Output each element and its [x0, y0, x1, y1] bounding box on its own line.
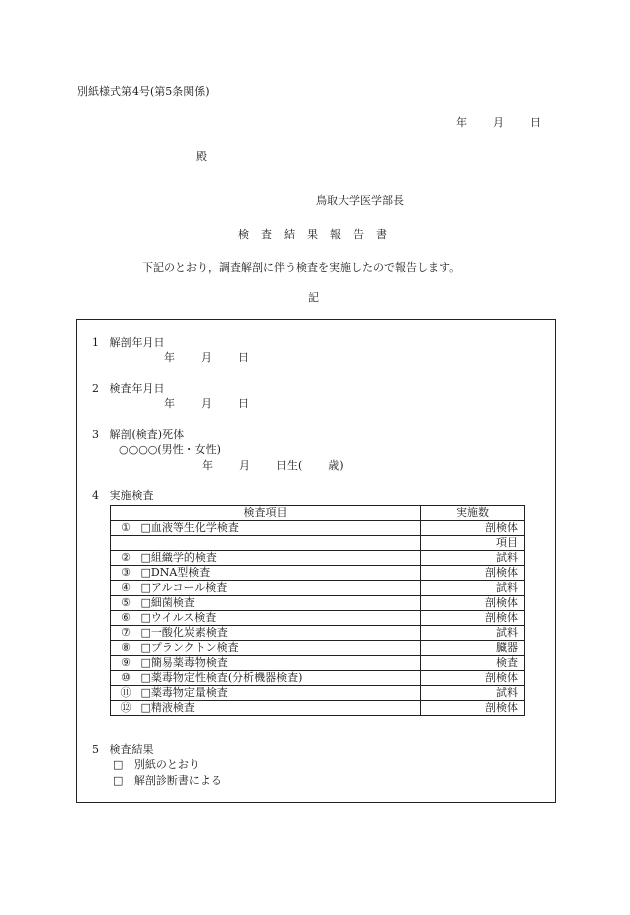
inspection-item-cell	[111, 521, 421, 536]
inspection-item-cell	[111, 641, 421, 656]
inspection-date	[164, 397, 249, 411]
inspection-item-number: ⑧	[121, 641, 131, 654]
section-1-heading	[92, 336, 165, 350]
table-row	[111, 641, 525, 656]
inspection-item-label[interactable]: □薬毒物定量検査	[140, 686, 228, 699]
table-row	[111, 686, 525, 701]
inspection-item-cell	[111, 701, 421, 716]
inspection-item-number: ⑦	[121, 626, 131, 639]
table-row	[111, 611, 525, 626]
inspection-count-cell[interactable]: 試料	[421, 626, 525, 641]
birth-date-age	[202, 459, 344, 473]
inspection-count-cell[interactable]: 臓器	[421, 641, 525, 656]
age: 歳)	[328, 459, 344, 472]
table-row	[111, 566, 525, 581]
document-title: 検査結果報告書	[238, 228, 399, 241]
inspection-count-cell[interactable]: 検査	[421, 656, 525, 671]
inspection-count-cell[interactable]: 項目	[421, 536, 525, 551]
ki-label: 記	[308, 291, 319, 304]
birth-year: 年	[202, 459, 213, 472]
inspection-item-label[interactable]: □一酸化炭素検査	[140, 626, 228, 639]
inspection-item-number: ③	[121, 566, 131, 579]
inspection-item-label[interactable]: □簡易薬毒物検査	[140, 656, 228, 669]
table-row	[111, 521, 525, 536]
inspection-table	[110, 505, 525, 716]
table-header-row	[111, 506, 525, 521]
inspection-item-cell	[111, 566, 421, 581]
intro-text: 下記のとおり，調査解剖に伴う検査を実施したので報告します。	[142, 261, 461, 274]
table-row	[111, 581, 525, 596]
section-3-number: 3	[92, 428, 99, 441]
section-4-heading	[92, 489, 154, 503]
result-option-diagnosis[interactable]	[113, 774, 222, 788]
birth-month: 月	[239, 459, 250, 472]
inspection-item-cell	[111, 626, 421, 641]
inspection-item-number: ⑫	[120, 701, 132, 714]
inspection-item-cell	[111, 581, 421, 596]
autopsy-date-month: 月	[201, 351, 212, 364]
section-1-label: 解剖年月日	[109, 336, 165, 349]
result-option-attached[interactable]	[113, 758, 200, 772]
checkbox-diagnosis[interactable]: □	[113, 774, 124, 787]
inspection-date-day: 日	[238, 397, 249, 410]
inspection-item-label[interactable]: □薬毒物定性検査(分析機器検査)	[140, 671, 303, 684]
section-4-label: 実施検査	[109, 489, 154, 502]
autopsy-date	[164, 351, 249, 365]
inspection-item-number: ①	[121, 521, 131, 534]
inspection-item-label[interactable]: □ウイルス検査	[140, 611, 217, 624]
inspection-item-number: ②	[121, 551, 131, 564]
inspection-item-cell	[111, 551, 421, 566]
option-diagnosis-label: 解剖診断書による	[133, 774, 222, 787]
table-row	[111, 701, 525, 716]
inspection-item-cell	[111, 656, 421, 671]
inspection-item-number: ⑤	[121, 596, 131, 609]
inspection-item-label[interactable]: □組織学的検査	[140, 551, 217, 564]
section-1-number: 1	[92, 336, 99, 349]
table-row	[111, 536, 525, 551]
inspection-count-cell[interactable]: 剖検体	[421, 521, 525, 536]
addressee-suffix: 殿	[196, 150, 207, 163]
report-date-day: 日	[530, 116, 541, 129]
section-3-heading	[92, 428, 184, 442]
section-5-heading	[92, 743, 154, 757]
section-2-heading	[92, 382, 165, 396]
inspection-item-cell	[111, 671, 421, 686]
autopsy-date-day: 日	[238, 351, 249, 364]
inspection-item-number: ⑩	[121, 671, 131, 684]
deceased-name-sex: ○○○○(男性・女性)	[119, 443, 221, 456]
inspection-count-cell[interactable]: 試料	[421, 581, 525, 596]
section-4-number: 4	[92, 489, 99, 502]
table-row	[111, 551, 525, 566]
table-row	[111, 656, 525, 671]
section-5-label: 検査結果	[109, 743, 154, 756]
inspection-count-cell[interactable]: 剖検体	[421, 671, 525, 686]
inspection-item-label[interactable]: □血液等生化学検査	[140, 521, 239, 534]
report-date-month: 月	[493, 116, 504, 129]
inspection-item-cell	[111, 536, 421, 551]
inspection-item-label[interactable]: □DNA型検査	[140, 566, 211, 579]
section-2-label: 検査年月日	[109, 382, 165, 395]
inspection-item-number: ④	[121, 581, 131, 594]
inspection-item-number: ⑪	[120, 686, 132, 699]
autopsy-date-year: 年	[164, 351, 175, 364]
report-date	[456, 116, 541, 130]
inspection-item-label[interactable]: □精液検査	[140, 701, 195, 714]
inspection-item-label[interactable]: □細菌検査	[140, 596, 195, 609]
birth-day: 日生(	[276, 459, 303, 472]
section-5-number: 5	[92, 743, 99, 756]
inspection-item-cell	[111, 596, 421, 611]
inspection-item-number: ⑥	[121, 611, 131, 624]
inspection-item-cell	[111, 686, 421, 701]
table-row	[111, 626, 525, 641]
inspection-count-cell[interactable]: 剖検体	[421, 611, 525, 626]
inspection-item-label[interactable]: □アルコール検査	[140, 581, 228, 594]
section-3-label: 解剖(検査)死体	[109, 428, 185, 441]
inspection-item-cell	[111, 611, 421, 626]
table-row	[111, 596, 525, 611]
inspection-count-cell[interactable]: 試料	[421, 551, 525, 566]
form-number: 別紙様式第4号(第5条関係)	[77, 85, 210, 98]
inspection-count-cell[interactable]: 剖検体	[421, 596, 525, 611]
col-header-count: 実施数	[421, 506, 525, 521]
inspection-count-cell[interactable]: 剖検体	[421, 701, 525, 716]
inspection-date-year: 年	[164, 397, 175, 410]
col-header-item: 検査項目	[111, 506, 421, 521]
checkbox-attached[interactable]: □	[113, 758, 124, 771]
report-date-year: 年	[456, 116, 467, 129]
option-attached-label: 別紙のとおり	[133, 758, 200, 771]
inspection-item-number: ⑨	[121, 656, 131, 669]
inspection-item-label[interactable]: □プランクトン検査	[140, 641, 239, 654]
table-row	[111, 671, 525, 686]
issuer: 鳥取大学医学部長	[316, 194, 404, 207]
inspection-count-cell[interactable]: 剖検体	[421, 566, 525, 581]
section-2-number: 2	[92, 382, 99, 395]
inspection-count-cell[interactable]: 試料	[421, 686, 525, 701]
inspection-date-month: 月	[201, 397, 212, 410]
